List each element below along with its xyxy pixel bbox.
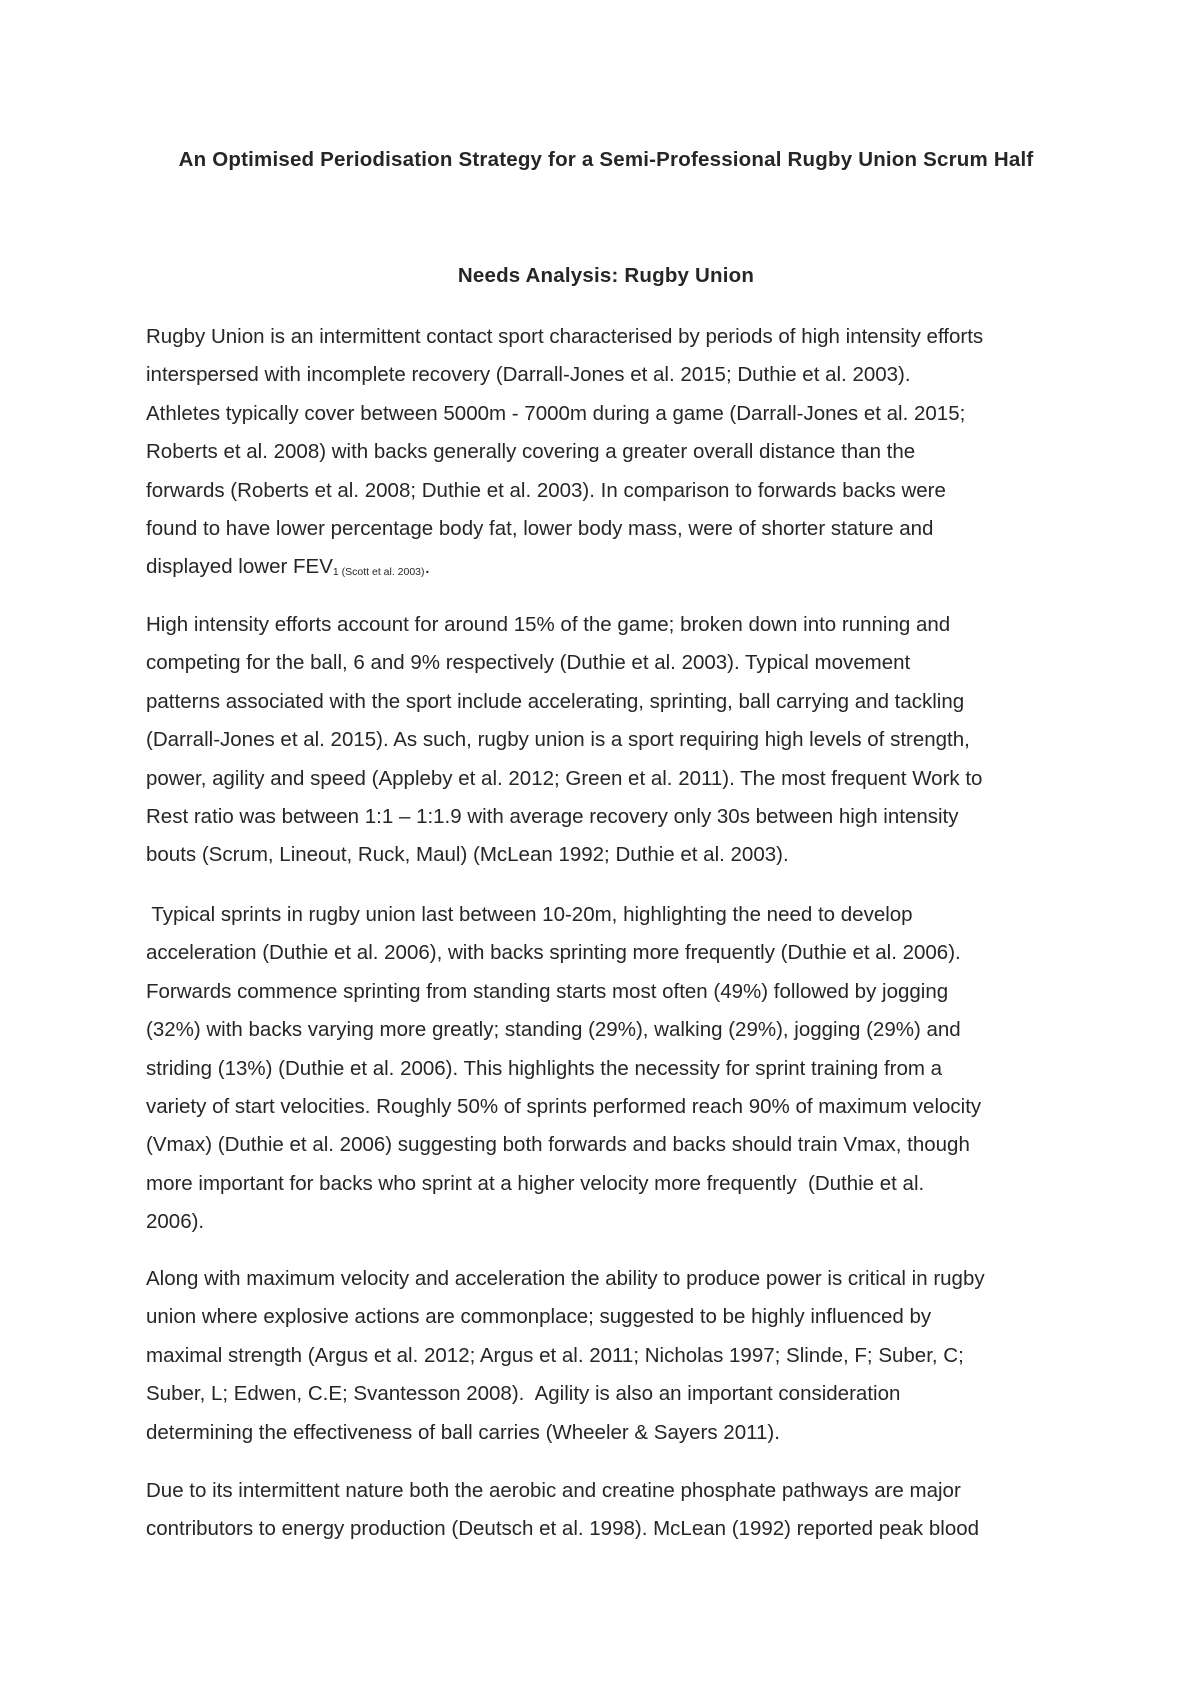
paragraph-1 (146, 318, 983, 592)
paragraph-line: power, agility and speed (Appleby et al. 2012; Green et al. 2011). The most frequent Work to (146, 766, 983, 790)
paragraph-4 (146, 1260, 985, 1452)
paragraph-line: forwards (Roberts et al. 2008; Duthie et al. 2003). In comparison to forwards backs were (146, 478, 946, 502)
paragraph-line: interspersed with incomplete recovery (Darrall-Jones et al. 2015; Duthie et al. 2003). (146, 363, 911, 387)
fev-text: displayed lower FEV (146, 555, 333, 579)
paragraph-line: patterns associated with the sport include accelerating, sprinting, ball carrying and tackling (146, 689, 965, 713)
paragraph-line: more important for backs who sprint at a higher velocity more frequently (Duthie et al. (146, 1171, 925, 1195)
paragraph-line: Typical sprints in rugby union last between 10-20m, highlighting the need to develop (146, 903, 913, 926)
paragraph-line: acceleration (Duthie et al. 2006), with backs sprinting more frequently (Duthie et al. 2006). (146, 941, 961, 965)
paragraph-line: 2006). (146, 1210, 205, 1234)
paragraph-line: union where explosive actions are commonplace; suggested to be highly influenced by (146, 1305, 932, 1329)
paragraph-line: found to have lower percentage body fat, lower body mass, were of shorter stature and (146, 517, 934, 541)
paragraph-line: (Vmax) (Duthie et al. 2006) suggesting both forwards and backs should train Vmax, though (146, 1133, 970, 1157)
sentence-end: . (424, 555, 431, 579)
paragraph-line: Suber, L; Edwen, C.E; Svantesson 2008). Agility is also an important consideration (146, 1382, 901, 1406)
paragraph-line: High intensity efforts account for around 15% of the game; broken down into running and (146, 613, 951, 636)
paragraph-line: maximal strength (Argus et al. 2012; Argus et al. 2011; Nicholas 1997; Slinde, F; Suber, C; (146, 1343, 964, 1367)
paragraph-line: Rest ratio was between 1:1 – 1:1.9 with average recovery only 30s between high intensity (146, 805, 959, 829)
paragraph-5 (146, 1472, 979, 1549)
paragraph-line (146, 548, 983, 591)
paragraph-line: variety of start velocities. Roughly 50% of sprints performed reach 90% of maximum velocity (146, 1095, 982, 1119)
paragraph-line: Due to its intermittent nature both the aerobic and creatine phosphate pathways are major (146, 1479, 961, 1502)
fev-subscript-citation: 1 (Scott et al. 2003) (332, 566, 425, 579)
paragraph-line: Rugby Union is an intermittent contact sport characterised by periods of high intensity efforts (146, 325, 984, 348)
paragraph-line: competing for the ball, 6 and 9% respectively (Duthie et al. 2003). Typical movement (146, 651, 911, 675)
paragraph-line: (Darrall-Jones et al. 2015). As such, rugby union is a sport requiring high levels of strength, (146, 728, 970, 752)
paragraph-line: Roberts et al. 2008) with backs generally covering a greater overall distance than the (146, 440, 916, 464)
paragraph-line: Forwards commence sprinting from standing starts most often (49%) followed by jogging (146, 979, 949, 1003)
paragraph-line: determining the effectiveness of ball carries (Wheeler & Sayers 2011). (146, 1420, 780, 1444)
paragraph-line: contributors to energy production (Deutsch et al. 1998). McLean (1992) reported peak blood (146, 1517, 980, 1541)
paragraph-2 (146, 606, 982, 875)
paragraph-line: striding (13%) (Duthie et al. 2006). This highlights the necessity for sprint training from a (146, 1056, 943, 1080)
paragraph-line: bouts (Scrum, Lineout, Ruck, Maul) (McLean 1992; Duthie et al. 2003). (146, 843, 789, 867)
document-title: An Optimised Periodisation Strategy for a Semi-Professional Rugby Union Scrum Half (178, 148, 1034, 171)
section-heading: Needs Analysis: Rugby Union (457, 264, 755, 287)
paragraph-3 (146, 896, 981, 1242)
paragraph-line: (32%) with backs varying more greatly; standing (29%), walking (29%), jogging (29%) and (146, 1018, 961, 1042)
paragraph-line: Athletes typically cover between 5000m - 7000m during a game (Darrall-Jones et al. 2015; (146, 401, 966, 425)
paragraph-line: Along with maximum velocity and acceleration the ability to produce power is critical in rugby (146, 1267, 985, 1290)
